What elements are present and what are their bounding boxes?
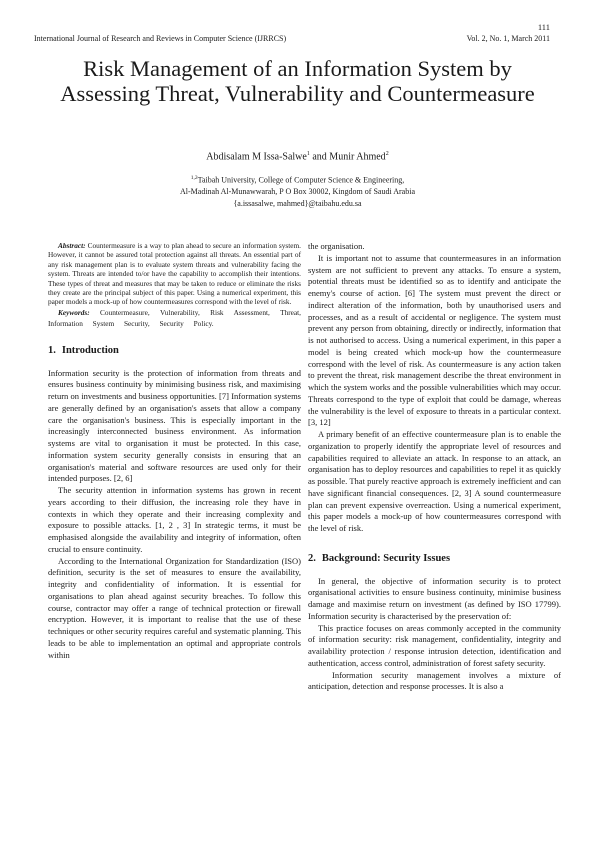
section-1-paragraph: According to the International Organization for Standardization (ISO) definition, security is the set of measures to ensure the availability, integrity and confidentiality of information. It is essential for organisations to plan ahead against security breaches. To follow this course, contractor may offer a range of technical protection or firewall encryption. However, it is important to realise that the use of these techniques or other security requires careful and systematic planning. This leads to be able to implementation an optimal and appropriate controls within	[48, 555, 301, 660]
keywords	[48, 307, 301, 329]
author-2-affil-mark: 2	[385, 151, 389, 157]
section-1-paragraph: It is important not to assume that countermeasures in an information system are not sufficient to prevent any attacks. To ensure a system, potential threats must be identified so as to identify and anticipate the enemy's course of action. [6] The system must prevent the direct or indirect alteration of the information, both by unauthorised users and processes, and as a result of accidental or negligence. The system must prevent any person from obtaining, directly or indirectly, information that is not authorised to access. Using a numerical experiment, in this paper a model is being created which mock-up how the countermeasure correspond with the level of risk. As countermeasure is any action taken to prevent the threat, risk management describe the threat environment in which the system works and the possible vulnerabilities which may occur. Threats correspond to the type of exploit that could be damage, whereas the vulnerability is the level of exposure to threats in a particular context. [3, 12]	[308, 252, 561, 428]
author-conjunction: and	[309, 151, 330, 163]
author-2: Munir Ahmed	[329, 151, 386, 163]
affiliation-line-2: Al-Madinah Al-Munawwarah, P O Box 30002, Kingdom of Saudi Arabia	[179, 187, 415, 197]
author-email: {a.issasalwe, mahmed}@taibahu.edu.sa	[233, 198, 362, 208]
section-2-paragraph: In general, the objective of information security is to protect organisational activities to ensure business continuity, minimise business damage and maximise return on investment (as defined by ISO 17799). Information security is characterised by the preservation of:	[308, 575, 561, 621]
affiliation-mark: 1,2	[190, 175, 198, 181]
left-column	[48, 241, 301, 661]
section-2-heading: 2. Background: Security Issues	[308, 552, 451, 564]
affiliation-line-1: $^{1,2}$Taibah University, College of Computer Science & Engineering,	[190, 175, 405, 185]
author-line	[40, 151, 555, 162]
abstract-body: Countermeasure is a way to plan ahead to secure an information system. However, it cannot be assured total protection against all threats. An essential part of any risk management plan is to evaluate system threats and vulnerability facing the system. Threats are intended to/or have the capability to accomplish their intentions. These types of threat and measures that may be taken to reduce or eliminate the risks they create are the principal subject of this paper. Using a numerical experiment, this paper models a mock-up of how countermeasures correspond with the level of risk.	[48, 241, 301, 307]
journal-name: International Journal of Research and Reviews in Computer Science (IJRRCS)	[34, 34, 287, 43]
affiliation	[40, 173, 555, 209]
section-2-paragraph: This practice focuses on areas commonly accepted in the community of information security: risk management, confidentiality, integrity and availability protection / response intrusion detection, identification and authentication, access control, administration of forest safety security.	[308, 622, 561, 668]
section-1-paragraph: Information security is the protection of information from threats and ensures business continuity by minimising business risk, and maximising return on investments and business opportunities. [7] Information systems are generally defined by an organisation's assets that allow a company care the organisation's business. This is especially important in the increasingly interconnected business environment. As information systems are vital to organisation it must be protected. In this case, information system security generally consists in ensuring that an organisation's material and software resources are used only for their intended purposes. [2, 6]	[48, 367, 301, 484]
section-1-continuation: the organisation.	[308, 241, 365, 251]
abstract: Abstract: Countermeasure is a way to plan ahead to secure an information system. However, it cannot be assured total protection against all threats. An essential part of any risk management plan is to evaluate system threats and vulnerability facing the system. Threats are intended to/or have the capability to accomplish their intentions. These types of threat and measures that may be taken to reduce or eliminate the risks they create are the principal subject of this paper. Using a numerical experiment, this paper models a mock-up of how countermeasures correspond with the level of risk.	[48, 241, 301, 307]
author-1-affil-mark: 1	[306, 151, 310, 157]
keywords-body: Countermeasure, Vulnerability, Risk Assessment, Threat, Information System Security, Security Policy.	[48, 307, 301, 328]
right-column	[308, 241, 561, 693]
page-number: 111	[537, 22, 550, 32]
section-1-heading: 1. Introduction	[48, 344, 119, 356]
section-1-paragraph: The security attention in information systems has grown in recent years according to their diffusion, the increasing role they have in contexts in which they operate and their increasing complexity and exposure to possible attacks. [1, 2 , 3] In strategic terms, it must be emphasised alongside the availability and integrity of information, often crucial to ensure continuity.	[48, 485, 301, 554]
paper-title: Risk Management of an Information System by Assessing Threat, Vulnerability and Countermeasure	[60, 56, 535, 106]
keywords-label: Keywords:	[58, 307, 90, 317]
author-1: Abdisalam M Issa-Salwe	[206, 151, 307, 163]
section-1-paragraph: A primary benefit of an effective countermeasure plan is to enable the organization to properly identify the appropriate level of resources and capabilities required to alleviate an attack. In response to an attack, an organisation has to deploy resources and capabilities to repel it as quickly as possible. That purely reactive approach is extremely inefficient and can have significant financial consequences. [2, 3] A sound countermeasure plan can prevent expensive overreaction. Using a numerical experiment, this paper models a mock-up of how countermeasures correspond with the level of risk.	[308, 429, 561, 533]
abstract-label: Abstract	[58, 241, 84, 250]
section-2-paragraph: Information security management involves a mixture of anticipation, detection and response processes. It is also a	[308, 669, 561, 692]
volume-info: Vol. 2, No. 1, March 2011	[466, 34, 550, 43]
